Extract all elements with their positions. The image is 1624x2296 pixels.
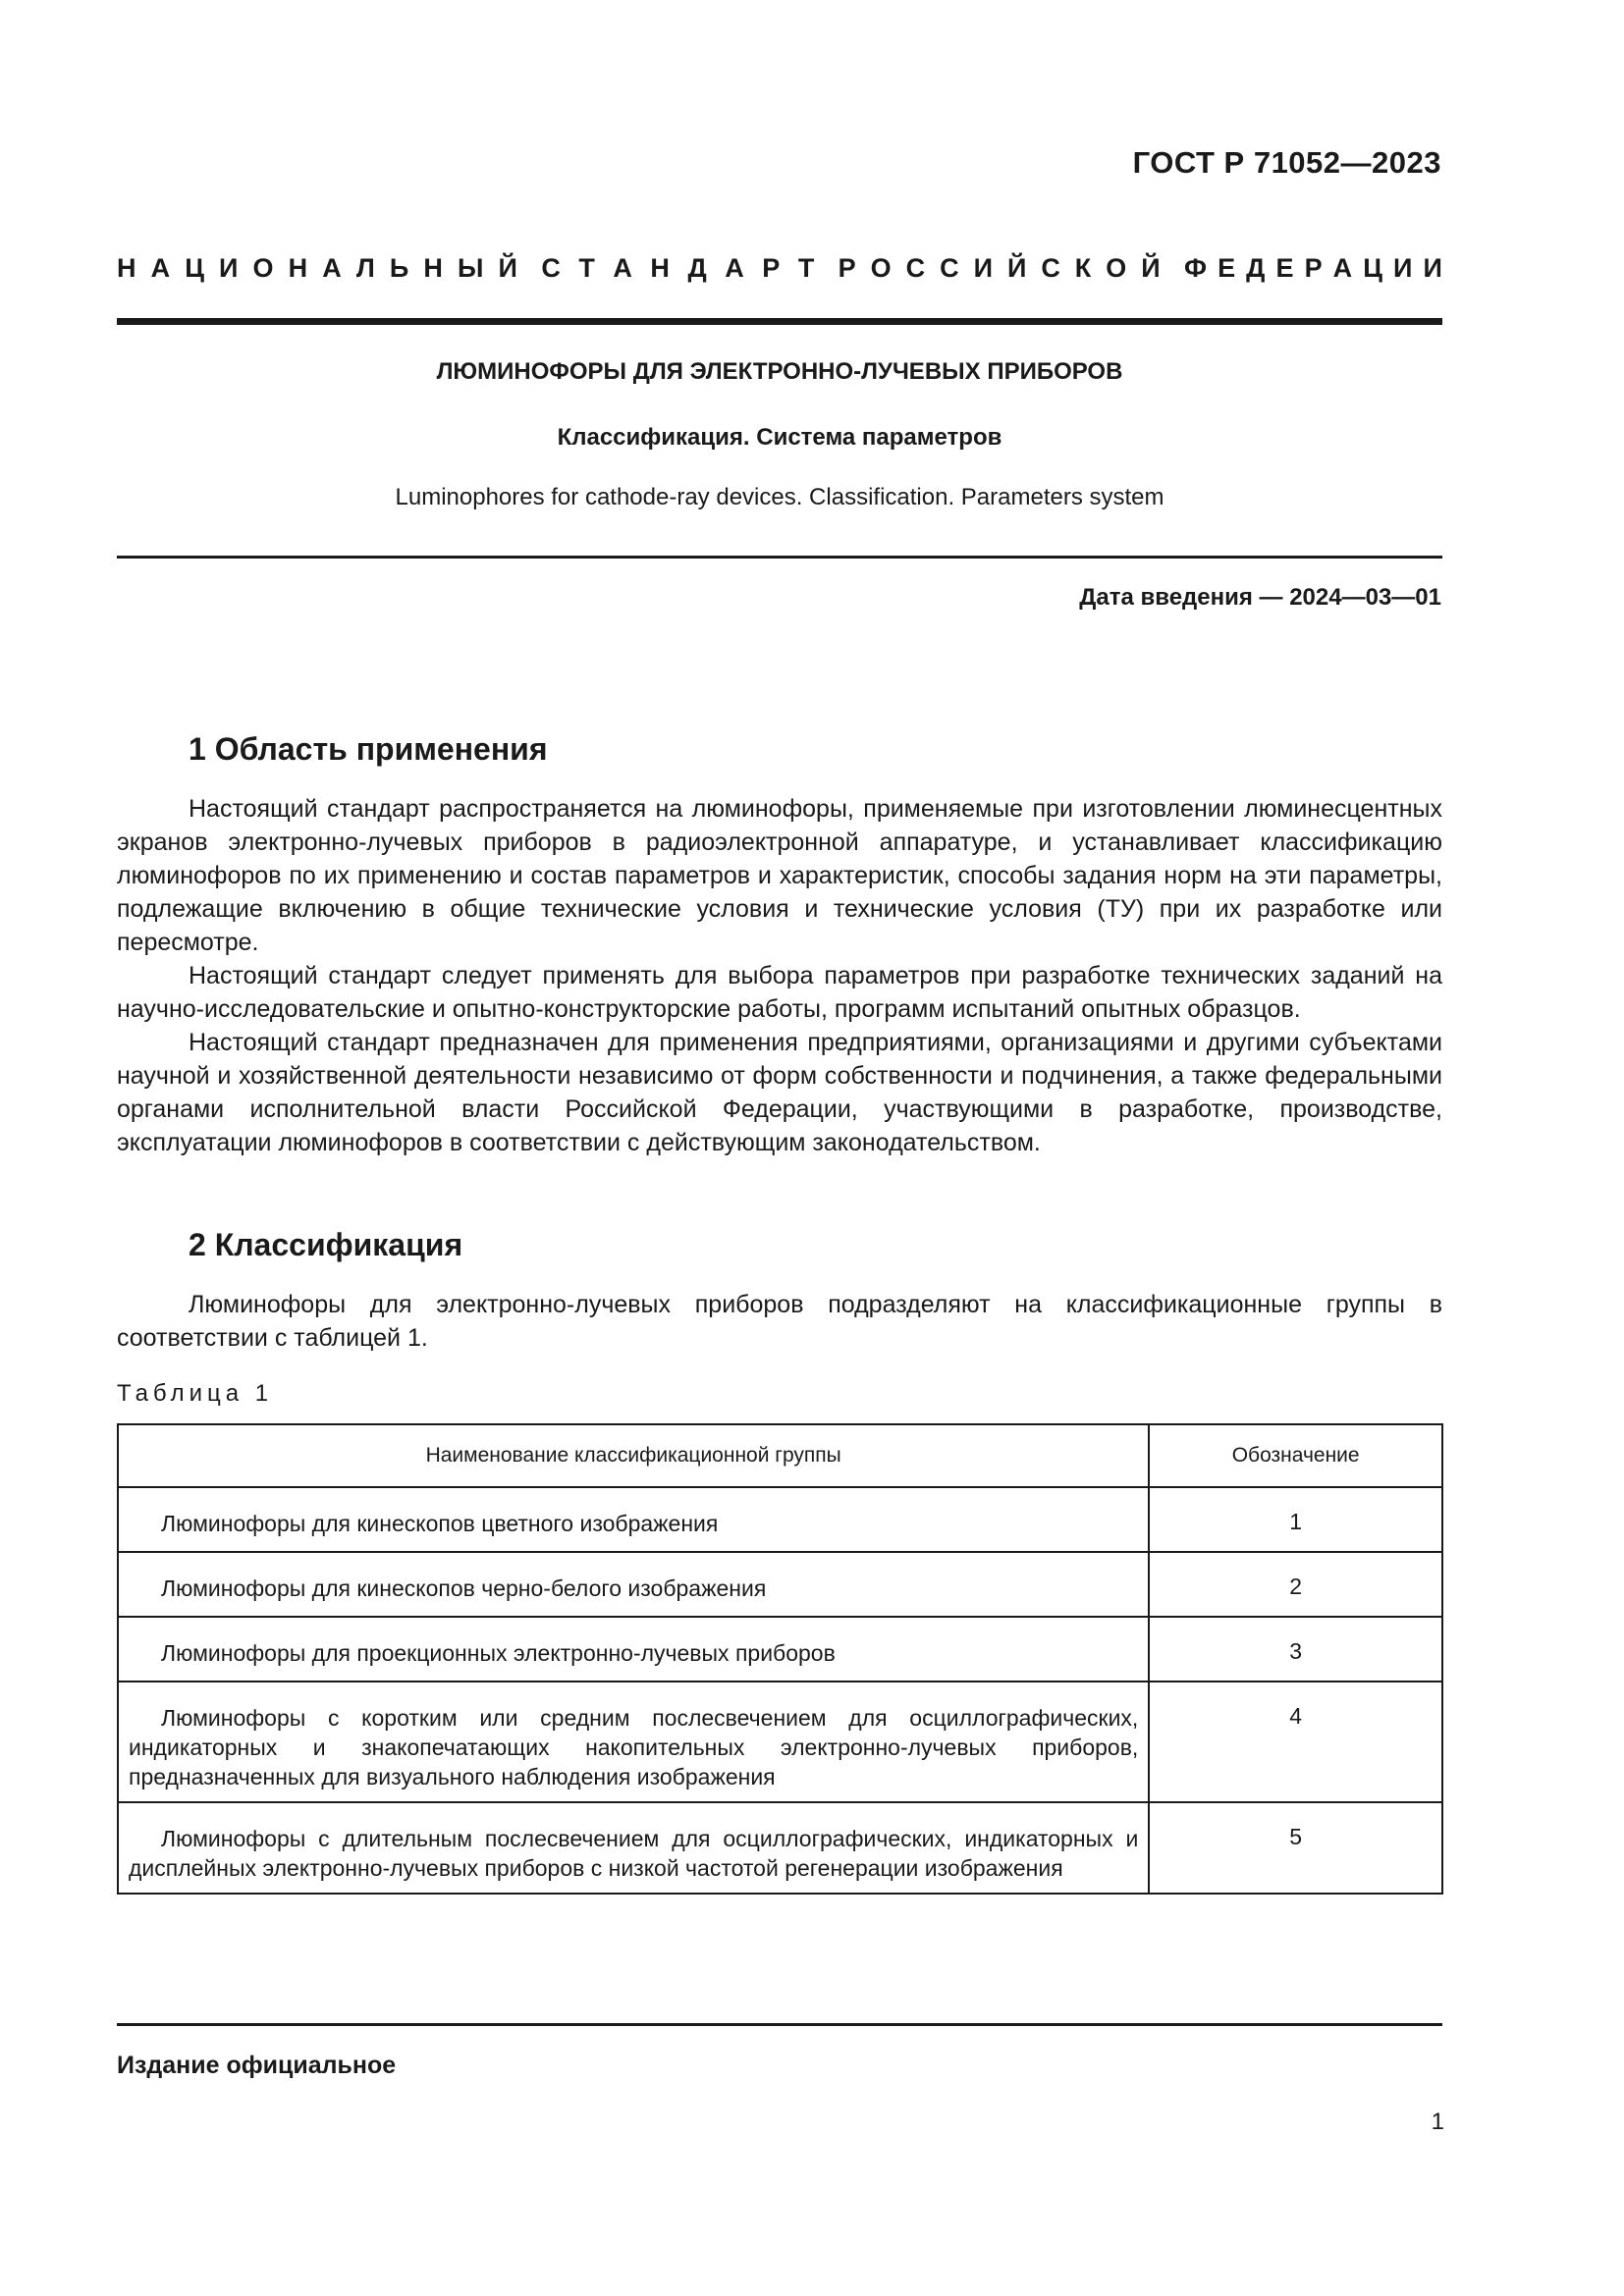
table-row: [118, 1617, 1442, 1682]
table-row: [118, 1552, 1442, 1617]
document-title: ЛЮМИНОФОРЫ ДЛЯ ЭЛЕКТРОННО-ЛУЧЕВЫХ ПРИБОРОВ: [436, 358, 1123, 385]
table-row: [118, 1682, 1442, 1802]
table-caption: Таблица 1: [117, 1380, 274, 1407]
header-divider: [117, 318, 1442, 325]
section-2-paragraph: Люминофоры для электронно-лучевых приборов подразделяют на классификационные группы в соответствии с таблицей 1.: [117, 1291, 1442, 1352]
section-2-heading: 2 Классификация: [189, 1227, 463, 1262]
official-edition-label: Издание официальное: [117, 2052, 397, 2079]
table-cell-code: 3: [1149, 1617, 1442, 1682]
national-title-word: Р О С С И Й С К О Й: [838, 253, 1161, 283]
footer-divider: [117, 2023, 1442, 2026]
page-number: 1: [1431, 2109, 1444, 2135]
gost-number: ГОСТ Р 71052—2023: [1132, 145, 1441, 180]
table-header-code: Обозначение: [1149, 1424, 1442, 1487]
table-cell-name: Люминофоры для проекционных электронно-лучевых приборов: [118, 1617, 1149, 1682]
document-english-title: Luminophores for cathode-ray devices. Classification. Parameters system: [395, 484, 1164, 510]
section-1-paragraph: Настоящий стандарт распространяется на люминофоры, применяемые при изготовлении люминесцентных экранов электронно-лучевых приборов в радиоэлектронной аппаратуре, и устанавливает классификацию люминофоров по их применению и состав параметров и характеристик, способы задания норм на эти параметры, подлежащие включению в общие технические условия и технические условия (ТУ) при их разработке или пересмотре.: [117, 795, 1442, 956]
table-cell-name: Люминофоры с длительным послесвечением для осциллографических, индикаторных и дисплейных электронно-лучевых приборов с низкой частотой регенерации изображения: [118, 1802, 1149, 1894]
table-cell-name: Люминофоры для кинескопов цветного изображения: [118, 1487, 1149, 1552]
national-standard-title: [117, 253, 1442, 284]
national-title-word: Ф Е Д Е Р А Ц И И: [1183, 253, 1442, 283]
section-1-paragraph: Настоящий стандарт следует применять для выбора параметров при разработке технических заданий на научно-исследовательские и опытно-конструкторские работы, программ испытаний опытных образцов.: [117, 962, 1442, 1023]
introduction-date: Дата введения — 2024—03—01: [1079, 584, 1441, 611]
table-header-row: [118, 1424, 1442, 1487]
table-row: [118, 1487, 1442, 1552]
section-1-heading: 1 Область применения: [189, 731, 548, 767]
title-divider: [117, 556, 1442, 559]
table-header-name: Наименование классификационной группы: [118, 1424, 1149, 1487]
table-cell-code: 1: [1149, 1487, 1442, 1552]
table-cell-name: Люминофоры для кинескопов черно-белого изображения: [118, 1552, 1149, 1617]
section-1-paragraph: Настоящий стандарт предназначен для применения предприятиями, организациями и другими субъектами научной и хозяйственной деятельности независимо от форм собственности и подчинения, а также федеральными органами исполнительной власти Российской Федерации, участвующими в разработке, производстве, эксплуатации люминофоров в соответствии с действующим законодательством.: [117, 1029, 1442, 1156]
national-title-word: С Т А Н Д А Р Т: [541, 253, 815, 283]
section-2-body: [117, 1288, 1442, 1355]
classification-table: [117, 1423, 1443, 1895]
table-row: [118, 1802, 1442, 1894]
table-cell-code: 2: [1149, 1552, 1442, 1617]
table-cell-code: 5: [1149, 1802, 1442, 1894]
table-cell-name: Люминофоры с коротким или средним послесвечением для осциллографических, индикаторных и знакопечатающих накопительных электронно-лучевых приборов, предназначенных для визуального наблюдения изображения: [118, 1682, 1149, 1802]
national-title-word: Н А Ц И О Н А Л Ь Н Ы Й: [117, 253, 517, 283]
section-1-body: [117, 792, 1442, 1159]
table-cell-code: 4: [1149, 1682, 1442, 1802]
document-subtitle: Классификация. Система параметров: [557, 424, 1002, 451]
